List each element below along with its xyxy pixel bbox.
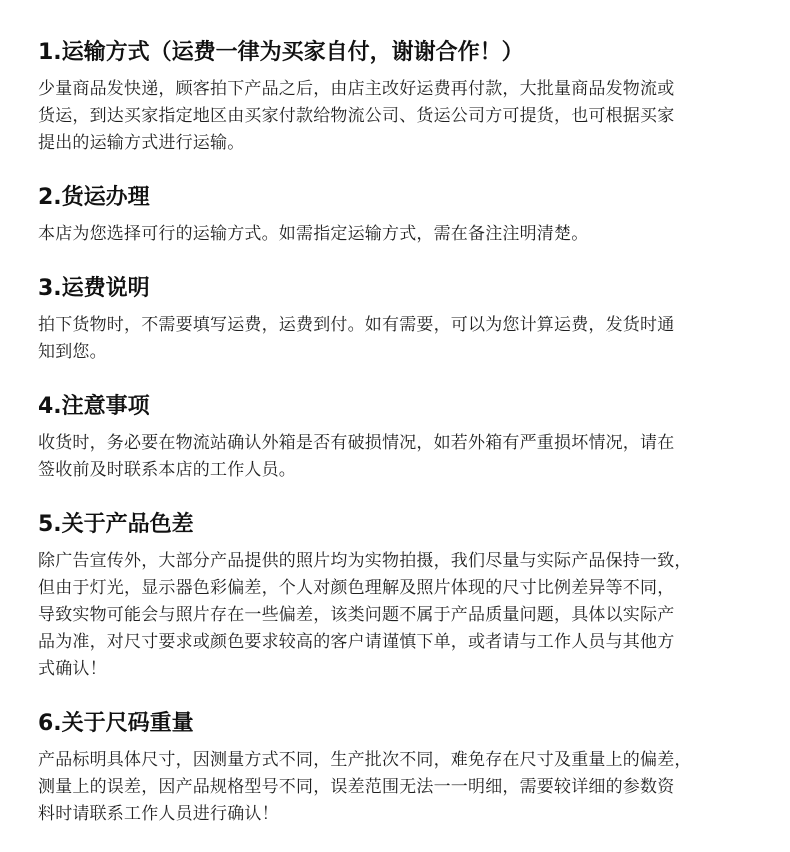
section-shipping-fee bbox=[38, 274, 756, 366]
section-body bbox=[38, 747, 756, 828]
section-heading: 5.关于产品色差 bbox=[38, 512, 194, 537]
body-line: 式确认！ bbox=[38, 659, 107, 679]
body-line: 知到您。 bbox=[38, 342, 107, 362]
body-line: 测量上的误差，因产品规格型号不同，误差范围无法一一明细，需要较详细的参数资 bbox=[38, 777, 675, 797]
section-shipping-method bbox=[38, 38, 756, 157]
section-body bbox=[38, 548, 756, 683]
section-freight-handling bbox=[38, 183, 756, 248]
section-notes bbox=[38, 392, 756, 484]
section-color-difference bbox=[38, 510, 756, 683]
section-heading: 2.货运办理 bbox=[38, 185, 150, 210]
section-heading: 4.注意事项 bbox=[38, 394, 150, 419]
section-size-weight bbox=[38, 709, 756, 828]
section-body bbox=[38, 430, 756, 484]
body-line: 本店为您选择可行的运输方式。如需指定运输方式，需在备注注明清楚。 bbox=[38, 224, 589, 244]
body-line: 品为准，对尺寸要求或颜色要求较高的客户请谨慎下单，或者请与工作人员与其他方 bbox=[38, 632, 675, 652]
section-body bbox=[38, 76, 756, 157]
body-line: 少量商品发快递，顾客拍下产品之后，由店主改好运费再付款，大批量商品发物流或 bbox=[38, 79, 675, 99]
body-line: 拍下货物时，不需要填写运费，运费到付。如有需要，可以为您计算运费，发货时通 bbox=[38, 315, 675, 335]
body-line: 但由于灯光，显示器色彩偏差，个人对颜色理解及照片体现的尺寸比例差异等不同， bbox=[38, 578, 675, 598]
section-heading: 1.运输方式（运费一律为买家自付，谢谢合作！） bbox=[38, 40, 524, 65]
body-line: 货运，到达买家指定地区由买家付款给物流公司、货运公司方可提货，也可根据买家 bbox=[38, 106, 675, 126]
section-heading: 3.运费说明 bbox=[38, 276, 150, 301]
body-line: 提出的运输方式进行运输。 bbox=[38, 133, 245, 153]
body-line: 料时请联系工作人员进行确认！ bbox=[38, 804, 279, 824]
body-line: 收货时，务必要在物流站确认外箱是否有破损情况，如若外箱有严重损坏情况，请在 bbox=[38, 433, 675, 453]
section-body bbox=[38, 312, 756, 366]
section-heading: 6.关于尺码重量 bbox=[38, 711, 194, 736]
body-line: 产品标明具体尺寸，因测量方式不同，生产批次不同，难免存在尺寸及重量上的偏差， bbox=[38, 750, 692, 770]
body-line: 签收前及时联系本店的工作人员。 bbox=[38, 460, 296, 480]
body-line: 导致实物可能会与照片存在一些偏差，该类问题不属于产品质量问题，具体以实际产 bbox=[38, 605, 675, 625]
section-body bbox=[38, 221, 756, 248]
body-line: 除广告宣传外，大部分产品提供的照片均为实物拍摄，我们尽量与实际产品保持一致， bbox=[38, 551, 692, 571]
